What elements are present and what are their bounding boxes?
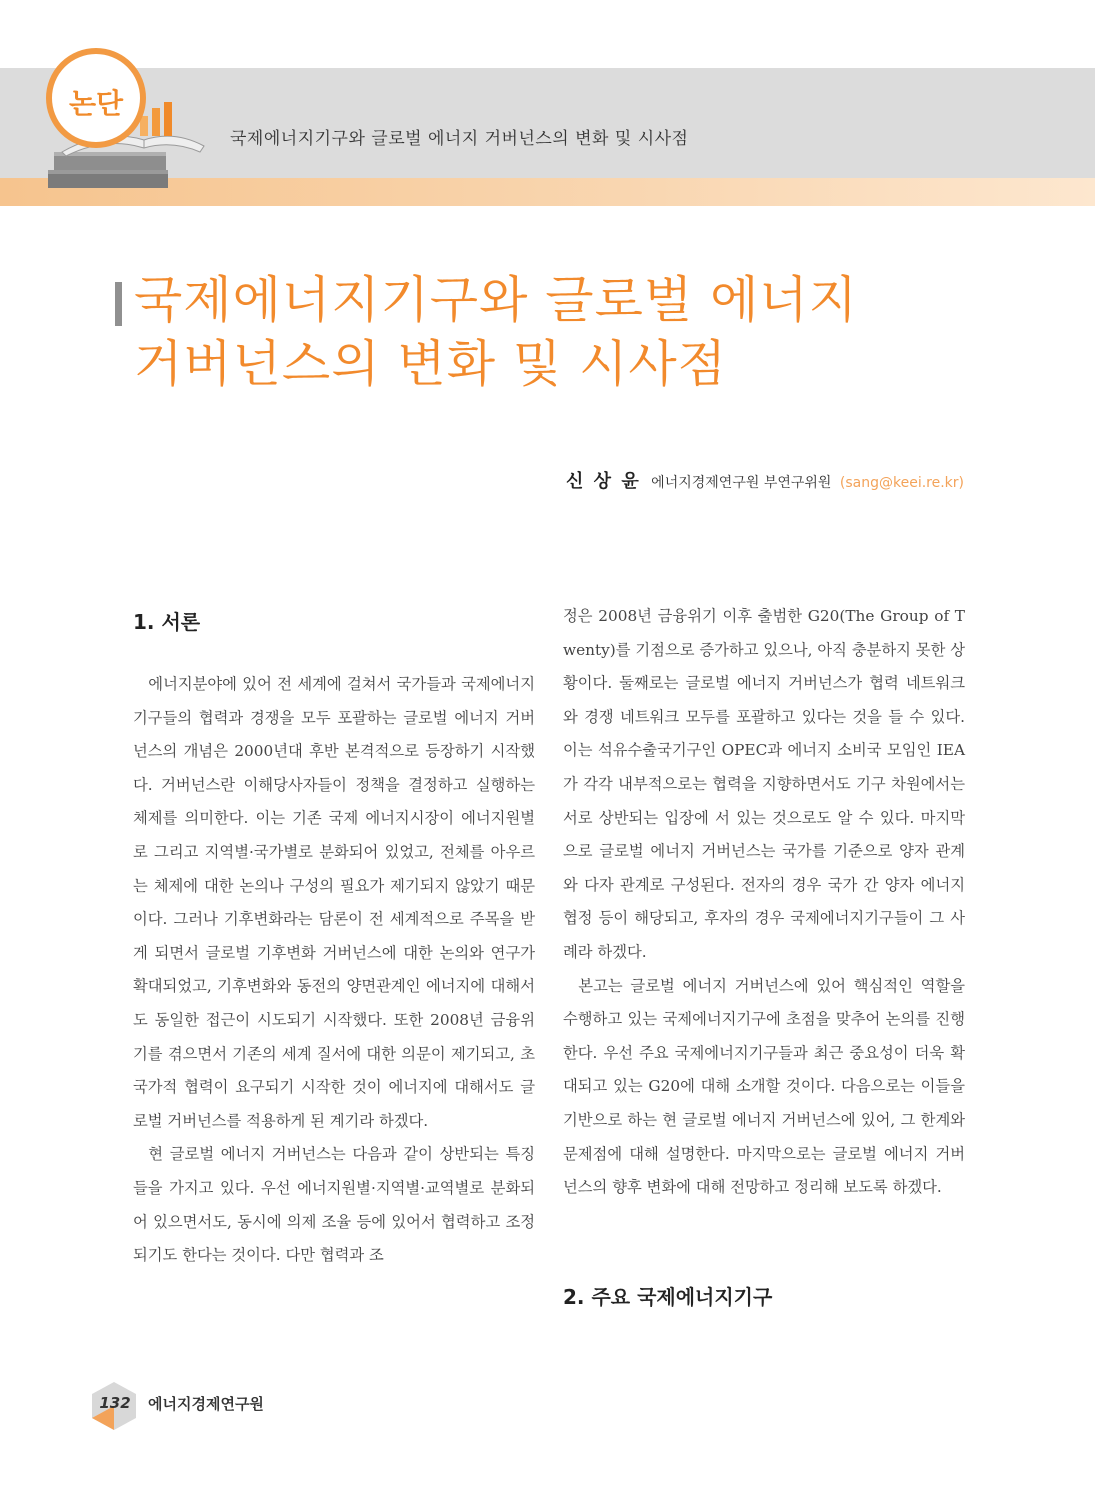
author-line xyxy=(566,467,964,493)
section-1-heading: 1. 서론 xyxy=(133,610,201,634)
paragraph: 현 글로벌 에너지 거버넌스는 다음과 같이 상반되는 특징들을 가지고 있다. 우선 에너지원별·지역별·교역별로 분화되어 있으면서도, 동시에 의제 조율 등에 있어서 협력하고 조정되기도 한다는 것이다. 다만 협력과 조 xyxy=(133,1145,535,1265)
right-column xyxy=(563,600,965,1319)
section-2-heading: 2. 주요 국제에너지기구 xyxy=(563,1284,773,1309)
section-badge xyxy=(46,48,146,148)
paragraph: 정은 2008년 금융위기 이후 출범한 G20(The Group of Twenty)를 기점으로 증가하고 있으나, 아직 충분하지 못한 상황이다. 둘째로는 글로벌 에너지 거버넌스가 협력 네트워크와 경쟁 네트워크 모두를 포괄하고 있다는 것을 들 수 있다. 이는 석유수출국기구인 OPEC과 에너지 소비국 모임인 IEA가 각각 내부적으로는 협력을 지향하면서도 기구 차원에서는 서로 상반되는 입장에 서 있는 것으로도 알 수 있다. 마지막으로 글로벌 에너지 거버넌스는 국가를 기준으로 양자 관계와 다자 관계로 구성된다. 전자의 경우 국가 간 양자 에너지 협정 등이 해당되고, 후자의 경우 국제에너지기구들이 그 사례라 하겠다. xyxy=(563,607,965,961)
title-line-1: 국제에너지기구와 글로벌 에너지 xyxy=(134,271,858,329)
page-number: 132 xyxy=(99,1394,131,1412)
running-header-title: 국제에너지기구와 글로벌 에너지 거버넌스의 변화 및 시사점 xyxy=(230,129,689,149)
author-name: 신 상 윤 xyxy=(566,471,641,492)
title-line-2: 거버넌스의 변화 및 시사점 xyxy=(134,335,727,393)
article-title xyxy=(134,268,1034,396)
title-accent-bar xyxy=(115,282,122,326)
footer-org-name: 에너지경제연구원 xyxy=(148,1395,264,1413)
paragraph: 에너지분야에 있어 전 세계에 걸쳐서 국가들과 국제에너지기구들의 협력과 경쟁을 모두 포괄하는 글로벌 에너지 거버넌스의 개념은 2000년대 후반 본격적으로 등장하기 시작했다. 거버넌스란 이해당사자들이 정책을 결정하고 실행하는 체제를 의미한다. 이는 기존 국제 에너지시장이 에너지원별로 그리고 지역별·국가별로 분화되어 있었고, 전체를 아우르는 체제에 대한 논의나 구성의 필요가 제기되지 않았기 때문이다. 그러나 기후변화라는 담론이 전 세계적으로 주목을 받게 되면서 글로벌 기후변화 거버넌스에 대한 논의와 연구가 확대되었고, 기후변화와 동전의 양면관계인 에너지에 대해서도 동일한 접근이 시도되기 시작했다. 또한 2008년 금융위기를 겪으면서 기존의 세계 질서에 대한 의문이 제기되고, 초국가적 협력이 요구되기 시작한 것이 에너지에 대해서도 글로벌 거버넌스를 적용하게 된 계기라 하겠다. xyxy=(133,675,535,1130)
paragraph: 본고는 글로벌 에너지 거버넌스에 있어 핵심적인 역할을 수행하고 있는 국제에너지기구에 초점을 맞추어 논의를 진행한다. 우선 주요 국제에너지기구들과 최근 중요성이 더욱 확대되고 있는 G20에 대해 소개할 것이다. 다음으로는 이들을 기반으로 하는 현 글로벌 에너지 거버넌스에 있어, 그 한계와 문제점에 대해 설명한다. 마지막으로는 글로벌 에너지 거버넌스의 향후 변화에 대해 전망하고 정리해 보도록 하겠다. xyxy=(563,976,965,1197)
author-email: (sang@keei.re.kr) xyxy=(839,475,964,491)
left-column xyxy=(133,600,535,1273)
author-affiliation: 에너지경제연구원 부연구위원 xyxy=(651,475,832,491)
section-label: 논단 xyxy=(68,87,124,120)
